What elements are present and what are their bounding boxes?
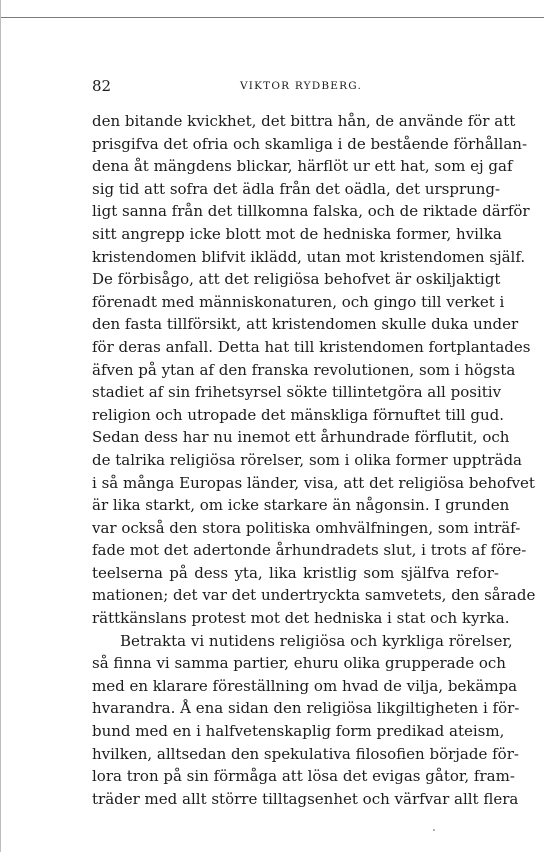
- text-line: den bitande kvickhet, det bittra hån, de använde för att: [92, 112, 516, 130]
- text-line: Sedan dess har nu inemot ett århundrade förflutit, och: [92, 428, 510, 447]
- text-line: kristendomen blifvit iklädd, utan mot kristendomen själf.: [92, 247, 526, 266]
- page-edge: [0, 0, 1, 852]
- print-speck: [433, 829, 435, 831]
- running-head: [92, 76, 499, 96]
- text-line: rättkänslans protest mot det hedniska i stat och kyrka.: [92, 609, 510, 628]
- text-line: var också den stora politiska omhvälfningen, som inträf-: [92, 518, 521, 537]
- text-line: ligt sanna från det tillkomna falska, och de riktade därför: [92, 202, 530, 221]
- text-line: lora tron på sin förmåga att lösa det evigas gåtor, fram-: [92, 767, 515, 786]
- paragraph-start-line: Betrakta vi nutidens religiösa och kyrkliga rörelser,: [120, 631, 513, 650]
- text-line: stadiet af sin frihetsyrsel sökte tillintetgöra all positiv: [92, 383, 502, 402]
- text-line: för deras anfall. Detta hat till kristendomen fortplantades: [92, 337, 531, 356]
- page-number: 82: [92, 77, 112, 95]
- text-line: prisgifva det ofria och skamliga i de bestående förhållan-: [92, 134, 528, 153]
- text-line: fade mot det adertonde århundradets slut, i trots af före-: [92, 541, 527, 560]
- text-line: mationen; det var det undertryckta samvetets, den sårade: [92, 586, 536, 605]
- text-line: i så många Europas länder, visa, att det religiösa behofvet: [92, 473, 535, 492]
- text-line: De förbisågo, att det religiösa behofvet är oskiljaktigt: [92, 270, 501, 289]
- running-title: VIKTOR RYDBERG.: [240, 80, 363, 92]
- text-line: teelserna på dess yta, lika kristlig som själfva refor-: [92, 563, 499, 582]
- text-line: träder med allt större tilltagsenhet och värfvar allt flera: [92, 789, 519, 808]
- text-line: förenadt med människonaturen, och gingo till verket i: [92, 292, 505, 311]
- text-line: hvilken, alltsedan den spekulativa filosofien började för-: [92, 744, 519, 763]
- text-line: hvarandra. Å ena sidan den religiösa likgiltigheten i för-: [92, 699, 520, 718]
- top-border-rule: [0, 17, 544, 18]
- text-line: dena åt mängdens blickar, härflöt ur ett hat, som ej gaf: [92, 157, 513, 176]
- text-line: religion och utropade det mänskliga förnuftet till gud.: [92, 405, 504, 424]
- text-line: sig tid att sofra det ädla från det oädla, det ursprung-: [92, 179, 501, 198]
- text-line: med en klarare föreställning om hvad de vilja, bekämpa: [92, 676, 518, 695]
- text-line: så finna vi samma partier, ehuru olika grupperade och: [92, 654, 506, 673]
- text-line: äfven på ytan af den franska revolutionen, som i högsta: [92, 360, 516, 379]
- text-line: är lika starkt, om icke starkare än någonsin. I grunden: [92, 496, 510, 515]
- text-line: sitt angrepp icke blott mot de hedniska former, hvilka: [92, 224, 502, 243]
- text-line: den fasta tillförsikt, att kristendomen skulle duka under: [92, 315, 519, 334]
- text-line: bund med en i halfvetenskaplig form predikad ateism,: [92, 722, 505, 741]
- text-line: de talrika religiösa rörelser, som i olika former uppträda: [92, 450, 522, 469]
- body-text: [92, 110, 536, 810]
